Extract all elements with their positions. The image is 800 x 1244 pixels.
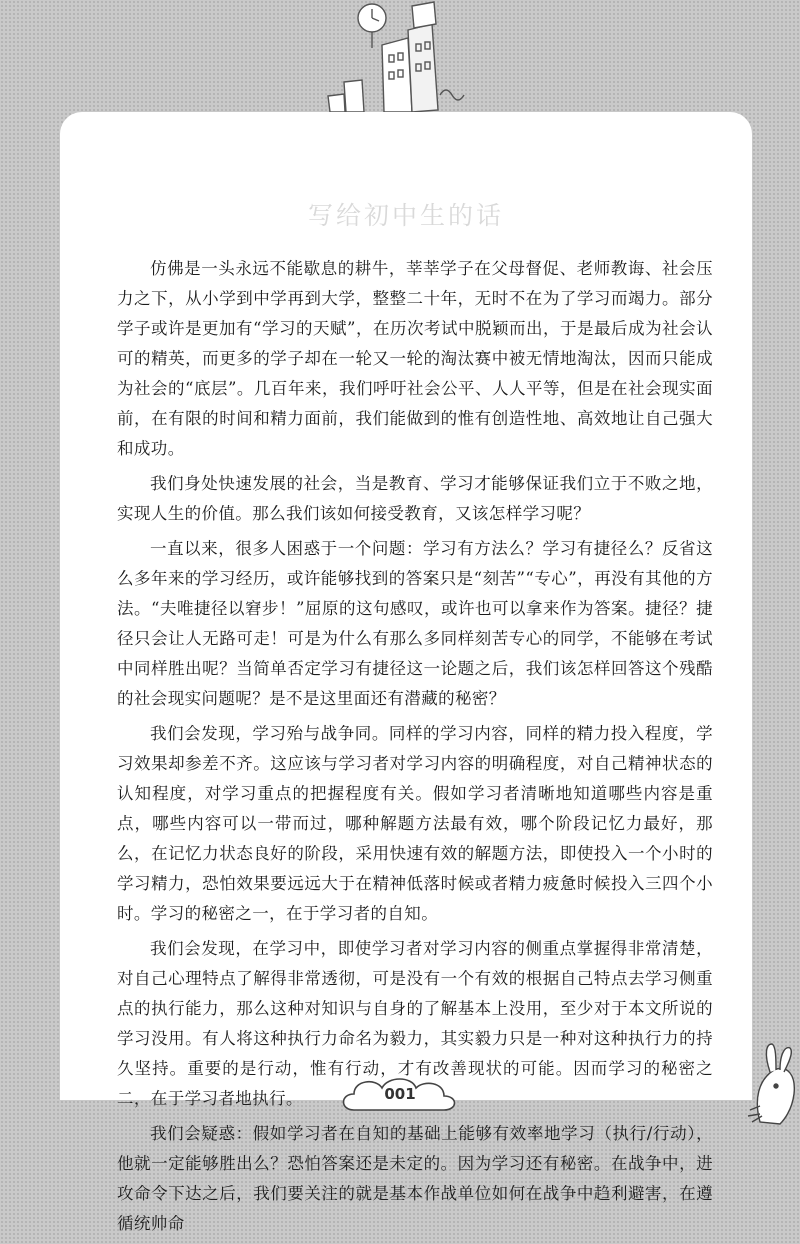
paragraph: 我们身处快速发展的社会，当是教育、学习才能够保证我们立于不败之地，实现人生的价值。那么我们该如何接受教育，又该怎样学习呢？	[117, 474, 713, 523]
page-sheet	[60, 112, 752, 1233]
page-number: 001	[384, 1085, 416, 1103]
rabbit-doodle-icon	[740, 1040, 798, 1125]
paragraph: 一直以来，很多人困惑于一个问题：学习有方法么？学习有捷径么？反省这么多年来的学习经历，或许能够找到的答案只是“刻苦”“专心”，再没有其他的方法。“夫唯捷径以窘步！”屈原的这句感叹，或许也可以拿来作为答案。捷径？捷径只会让人无路可走！可是为什么有那么多同样刻苦专心的同学，不能够在考试中同样胜出呢？当简单否定学习有捷径这一论题之后，我们该怎样回答这个残酷的社会现实问题呢？是不是这里面还有潜藏的秘密？	[117, 539, 713, 708]
paragraph: 仿佛是一头永远不能歇息的耕牛，莘莘学子在父母督促、老师教诲、社会压力之下，从小学到中学再到大学，整整二十年，无时不在为了学习而竭力。部分学子或许是更加有“学习的天赋”，在历次考试中脱颖而出，于是最后成为社会认可的精英，而更多的学子却在一轮又一轮的淘汰赛中被无情地淘汰，因而只能成为社会的“底层”。几百年来，我们呼吁社会公平、人人平等，但是在社会现实面前，在有限的时间和精力面前，我们能做到的惟有创造性地、高效地让自己强大和成功。	[117, 259, 713, 458]
page-title: 写给初中生的话	[307, 201, 504, 230]
paragraph: 我们会疑惑：假如学习者在自知的基础上能够有效率地学习（执行/行动），他就一定能够胜出么？恐怕答案还是未定的。因为学习还有秘密。在战争中，进攻命令下达之后，我们要关注的就是基本作战单位如何在战争中趋利避害，在遵循统帅命	[117, 1124, 713, 1233]
city-skyline-illustration	[0, 0, 800, 115]
paragraph: 我们会发现，在学习中，即使学习者对学习内容的侧重点掌握得非常清楚，对自己心理特点了解得非常透彻，可是没有一个有效的根据自己特点去学习侧重点的执行能力，那么这种对知识与自身的了解基本上没用，至少对于本文所说的学习没用。有人将这种执行力命名为毅力，其实毅力只是一种对这种执行力的持久坚持。重要的是行动，惟有行动，才有改善现状的可能。因而学习的秘密之二，在于学习者地执行。	[117, 939, 713, 1108]
paragraph: 我们会发现，学习殆与战争同。同样的学习内容，同样的精力投入程度，学习效果却参差不齐。这应该与学习者对学习内容的明确程度，对自己精神状态的认知程度，对学习重点的把握程度有关。假如学习者清晰地知道哪些内容是重点，哪些内容可以一带而过，哪种解题方法最有效，哪个阶段记忆力最好，那么，在记忆力状态良好的阶段，采用快速有效的解题方法，即使投入一个小时的学习精力，恐怕效果要远远大于在精神低落时候或者精力疲惫时候投入三四个小时。学习的秘密之一，在于学习者的自知。	[117, 724, 713, 923]
page-number-cloud	[336, 1072, 464, 1118]
